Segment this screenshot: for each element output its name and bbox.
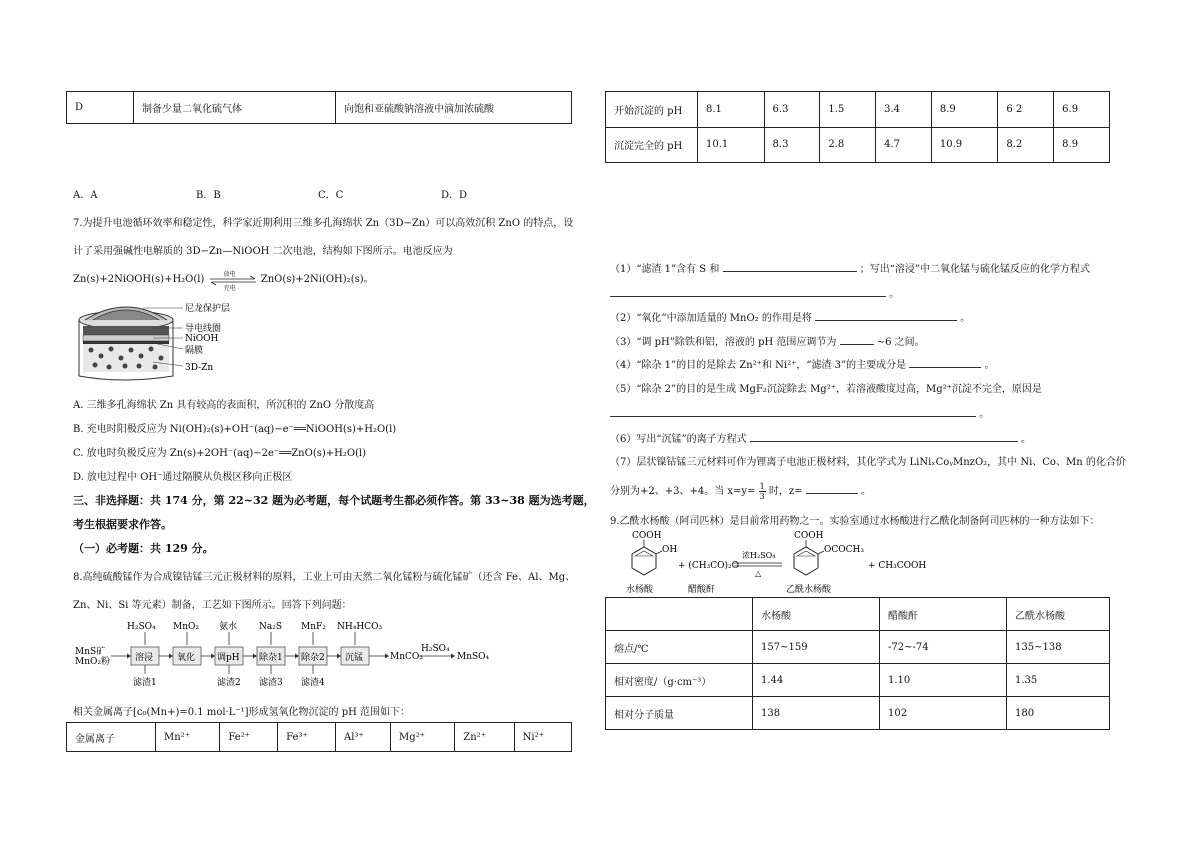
table-cell: 制备少量二氧化硫气体 <box>134 92 336 124</box>
step-adjust-ph: 调pH <box>217 653 240 663</box>
arrow-top-label: 放电 <box>223 270 236 278</box>
table-cell: Mn²⁺ <box>156 723 220 752</box>
section3-heading-line2: 考生根据要求作答。 <box>73 518 172 531</box>
table-cell: 4.7 <box>876 127 932 163</box>
input-mno2: MnO₂粉 <box>75 657 110 667</box>
table-cell: 8.3 <box>764 127 820 163</box>
table-cell: 金属离子 <box>67 723 156 752</box>
group-cooh-1: COOH <box>632 531 662 541</box>
step-impurity1: 除杂1 <box>259 653 283 663</box>
q8-stem-line1: 8.高纯硫酸锰作为合成镍钴锰三元正极材料的原料，工业上可由天然二氧化锰粉与硫化锰矿（还含 Fe、Al、Mg、 <box>73 572 576 583</box>
part2-text: （2）“氧化”中添加适量的 MnO₂ 的作用是将 <box>610 313 812 324</box>
option-a[interactable]: A．A <box>73 190 98 201</box>
step-oxidize: 氧化 <box>177 653 196 663</box>
q8-part7-line2 <box>610 482 871 501</box>
option-d-table <box>66 91 572 124</box>
table-cell: 沉淀完全的 pH <box>606 127 698 163</box>
product-mnso4: MnSO₄ <box>457 652 490 662</box>
part7-text: 分别为+2、+3、+4。当 x=y= <box>610 486 756 497</box>
table-cell: Al³⁺ <box>335 723 390 752</box>
reagent-na2s: Na₂S <box>259 622 283 632</box>
q7-option-c[interactable]: C. 放电时负极反应为 Zn(s)+2OH⁻(aq)−2e⁻══ZnO(s)+H₂O(l) <box>73 448 367 459</box>
part1-end: 。 <box>889 289 900 300</box>
table-cell: 1.35 <box>1007 664 1110 697</box>
step-impurity2: 除杂2 <box>301 653 325 663</box>
q7-option-a[interactable]: A. 三维多孔海绵状 Zn 具有较高的表面积，所沉积的 ZnO 分散度高 <box>73 400 375 411</box>
table-row <box>606 127 1110 163</box>
name-aspirin: 乙酰水杨酸 <box>786 585 832 595</box>
q8-part1 <box>610 260 1090 275</box>
condition-heat: △ <box>755 569 762 578</box>
answer-blank[interactable] <box>815 310 957 321</box>
table-cell: 6.3 <box>764 92 820 128</box>
part6-end: 。 <box>1020 434 1031 445</box>
option-d[interactable]: D．D <box>441 190 468 201</box>
reagent-mnf2: MnF₂ <box>301 622 326 632</box>
table-cell: 10.1 <box>698 127 765 163</box>
answer-blank[interactable] <box>806 483 858 494</box>
answer-blank[interactable] <box>840 334 874 345</box>
part1-text-cont: ；写出“溶浸”中二氧化锰与硫化锰反应的化学方程式 <box>859 264 1090 275</box>
process-flow-chart <box>73 618 503 690</box>
group-ococh3: OCOCH₃ <box>824 545 864 555</box>
table-cell: 开始沉淀的 pH <box>606 92 698 128</box>
part1-text: （1）“滤渣 1”含有 S 和 <box>610 264 720 275</box>
table-cell: 2.8 <box>820 127 876 163</box>
q8-part3 <box>610 333 925 348</box>
aspirin-synthesis-reaction <box>610 530 940 598</box>
q7-option-d[interactable]: D. 放电过程中 OH⁻通过隔膜从负极区移向正极区 <box>73 472 293 483</box>
fraction-one-third <box>759 482 766 501</box>
residue4: 滤渣4 <box>301 678 325 688</box>
q7-stem-line2: 计了采用强碱性电解质的 3D−Zn—NiOOH 二次电池，结构如下图所示。电池反应为 <box>73 246 453 257</box>
table-cell: Fe²⁺ <box>220 723 278 752</box>
residue3: 滤渣3 <box>259 678 283 688</box>
table-cell: 熔点/℃ <box>606 631 753 664</box>
q8-stem-line2: Zn、Ni、Si 等元素）制备，工艺如下图所示。回答下列问题： <box>73 600 352 611</box>
table-cell: 102 <box>880 697 1007 730</box>
group-cooh-2: COOH <box>794 531 824 541</box>
arrow-bottom-label: 充电 <box>223 284 236 292</box>
q8-part7: （7）层状镍钴锰三元材料可作为锂离子电池正极材料，其化学式为 LiNiₓCoᵧMnzO₂，其中 Ni、Co、Mn 的化合价 <box>610 457 1126 468</box>
reagent-h2so4: H₂SO₄ <box>127 622 156 632</box>
required-section-heading: （一）必考题：共 129 分。 <box>73 542 214 555</box>
label-niooh: NiOOH <box>185 334 219 344</box>
answer-blank[interactable] <box>610 406 976 417</box>
q8-part1-line2 <box>610 285 899 300</box>
option-c[interactable]: C．C <box>318 190 344 201</box>
reagent-h2so4-final: H₂SO₄ <box>421 644 450 654</box>
table-cell: 向饱和亚硫酸钠溶液中滴加浓硫酸 <box>336 92 572 124</box>
table-row <box>606 697 1110 730</box>
answer-blank[interactable] <box>909 357 981 368</box>
table-cell: 6 2 <box>998 92 1054 128</box>
name-acetic-anhydride: 醋酸酐 <box>688 585 716 595</box>
label-nylon: 尼龙保护层 <box>185 304 231 314</box>
label-3dzn: 3D-Zn <box>185 363 214 373</box>
answer-blank[interactable] <box>610 286 886 297</box>
table-cell: Ni²⁺ <box>514 723 571 752</box>
part3-text: （3）“调 pH”除铁和铝，溶液的 pH 范围应调节为 <box>610 337 837 348</box>
table-cell: 1.5 <box>820 92 876 128</box>
part7-text-cont: 时，z= <box>768 486 803 497</box>
step-leach: 溶浸 <box>135 653 154 663</box>
label-separator: 隔膜 <box>185 346 204 356</box>
table-cell: 135~138 <box>1007 631 1110 664</box>
table-cell: 8.1 <box>698 92 765 128</box>
table-row <box>606 631 1110 664</box>
part4-end: 。 <box>984 360 995 371</box>
step-precipitate: 沉锰 <box>345 653 364 663</box>
part6-text: （6）写出“沉锰”的离子方程式 <box>610 434 747 445</box>
q7-reaction <box>73 270 374 292</box>
residue1: 滤渣1 <box>133 678 157 688</box>
q8-part5: （5）“除杂 2”的目的是生成 MgF₂沉淀除去 Mg²⁺，若溶液酸度过高，Mg²⁺沉淀不完全，原因是 <box>610 384 1042 395</box>
table-cell: 3.4 <box>876 92 932 128</box>
table-row <box>606 598 1110 631</box>
table-cell: 醋酸酐 <box>880 598 1007 631</box>
condition-h2so4: 浓H₂SO₄ <box>742 551 776 560</box>
section3-heading-line1: 三、非选择题：共 174 分，第 22~32 题为必考题，每个试题考生都必须作答。第 33~38 题为选考题， <box>73 494 595 507</box>
fraction-denominator: 3 <box>759 492 765 501</box>
q9-stem: 9.乙酰水杨酸（阿司匹林）是目前常用药物之一。实验室通过水杨酸进行乙酰化制备阿司匹林的一种方法如下： <box>610 516 1100 527</box>
part7-end: 。 <box>860 486 871 497</box>
q8-part6 <box>610 430 1031 445</box>
product-mnco3: MnCO₃ <box>390 652 423 662</box>
reagent-nh4hco3: NH₄HCO₃ <box>337 622 383 632</box>
label-coil: 导电线圈 <box>185 324 222 334</box>
q7-stem-line1: 7.为提升电池循环效率和稳定性，科学家近期利用三维多孔海绵状 Zn（3D−Zn）可以高效沉积 ZnO 的特点，设 <box>73 218 574 229</box>
answer-blank[interactable] <box>723 261 857 272</box>
properties-table <box>605 597 1110 730</box>
table-cell: 8.9 <box>931 92 998 128</box>
input-mns: MnS矿 <box>75 647 106 657</box>
q8-part4 <box>610 356 995 371</box>
battery-structure-figure <box>73 298 253 386</box>
table-cell: 138 <box>753 697 880 730</box>
table-cell: 1.44 <box>753 664 880 697</box>
reaction-right: ZnO(s)+2Ni(OH)₂(s)。 <box>260 274 374 285</box>
table-cell: 相对密度/（g·cm⁻³） <box>606 664 753 697</box>
table-cell: Zn²⁺ <box>455 723 514 752</box>
table-cell: 180 <box>1007 697 1110 730</box>
residue2: 滤渣2 <box>217 678 241 688</box>
reaction-arrow <box>208 270 258 292</box>
table-row <box>606 92 1110 128</box>
part4-text: （4）“除杂 1”的目的是除去 Zn²⁺和 Ni²⁺，“滤渣 3”的主要成分是 <box>610 360 907 371</box>
reaction-left: Zn(s)+2NiOOH(s)+H₂O(l) <box>73 274 205 285</box>
q8-part2 <box>610 309 970 324</box>
table-cell: -72~-74 <box>880 631 1007 664</box>
table-cell: 10.9 <box>931 127 998 163</box>
ph-range-intro: 相关金属离子[c₀(Mn+)=0.1 mol·L⁻¹]形成氢氧化物沉淀的 pH 范围如下： <box>73 707 411 718</box>
table-cell: 乙酰水杨酸 <box>1007 598 1110 631</box>
table-cell: 157~159 <box>753 631 880 664</box>
name-salicylic-acid: 水杨酸 <box>626 585 654 595</box>
part2-end: 。 <box>960 313 971 324</box>
reagent-acetic-anhydride: + (CH₃CO)₂O <box>678 561 740 571</box>
group-oh: OH <box>662 545 678 555</box>
table-cell: Fe³⁺ <box>278 723 336 752</box>
option-b[interactable]: B．B <box>196 190 221 201</box>
table-cell: 相对分子质量 <box>606 697 753 730</box>
byproduct-acetic-acid: + CH₃COOH <box>868 561 927 571</box>
q8-part5-line2 <box>610 405 989 420</box>
fraction-numerator: 1 <box>759 482 765 491</box>
table-cell: 8.9 <box>1054 127 1110 163</box>
reagent-ammonia: 氨水 <box>219 622 238 632</box>
table-row <box>606 664 1110 697</box>
table-cell <box>606 598 753 631</box>
table-cell: Mg²⁺ <box>390 723 454 752</box>
table-cell: 6.9 <box>1054 92 1110 128</box>
part5-end: 。 <box>979 409 990 420</box>
table-cell: D <box>67 92 134 124</box>
table-cell: 8.2 <box>998 127 1054 163</box>
reagent-mno2: MnO₂ <box>173 622 199 632</box>
table-cell: 1.10 <box>880 664 1007 697</box>
part3-end: ~6 之间。 <box>876 337 925 348</box>
q7-option-b[interactable]: B. 充电时阳极反应为 Ni(OH)₂(s)+OH⁻(aq)−e⁻══NiOOH(s)+H₂O(l) <box>73 424 397 435</box>
ion-header-table <box>66 722 572 752</box>
ph-values-table <box>605 91 1110 163</box>
answer-blank[interactable] <box>750 431 1018 442</box>
table-cell: 水杨酸 <box>753 598 880 631</box>
